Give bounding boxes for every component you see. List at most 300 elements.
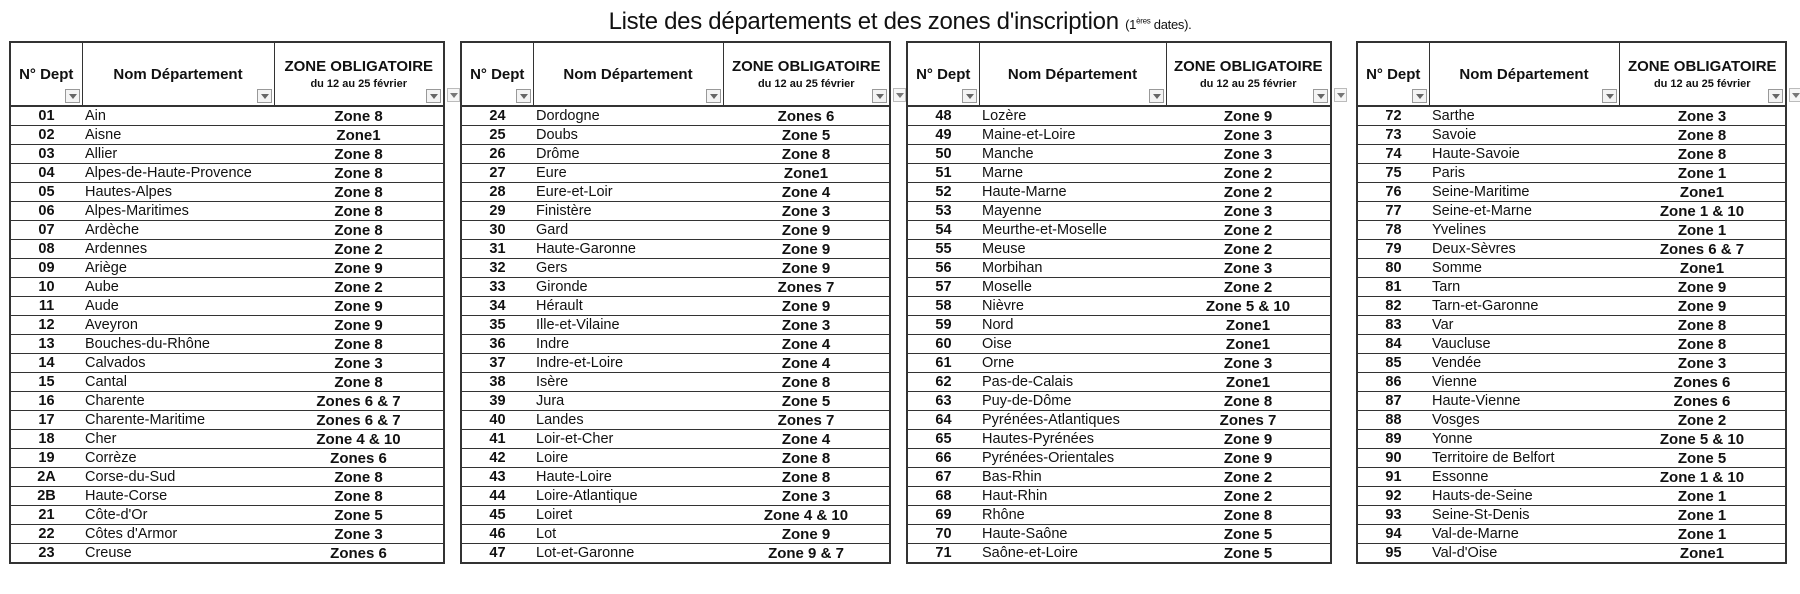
table-row [461, 164, 890, 183]
dept-name: Loire-Atlantique [533, 487, 723, 506]
filter-dropdown-icon[interactable] [1412, 89, 1427, 103]
dept-number: 45 [461, 506, 533, 525]
dept-zone: Zone 9 [274, 259, 444, 278]
header-dept-name [533, 42, 723, 106]
dept-number: 84 [1357, 335, 1429, 354]
dept-number: 43 [461, 468, 533, 487]
table-row [1357, 259, 1786, 278]
dept-name: Val-d'Oise [1429, 544, 1619, 564]
dept-number: 05 [10, 183, 82, 202]
dept-number: 87 [1357, 392, 1429, 411]
dept-number: 17 [10, 411, 82, 430]
dept-number: 56 [907, 259, 979, 278]
dept-number: 82 [1357, 297, 1429, 316]
dept-zone: Zone 3 [1166, 354, 1331, 373]
dept-number: 33 [461, 278, 533, 297]
dept-name: Pyrénées-Atlantiques [979, 411, 1166, 430]
dept-name: Creuse [82, 544, 274, 564]
page-title [0, 8, 1800, 36]
header-dept-number [10, 42, 82, 106]
dept-zone: Zone 8 [274, 164, 444, 183]
header-dept-number [1357, 42, 1429, 106]
dept-zone: Zone 3 [274, 525, 444, 544]
dept-zone: Zone 8 [274, 183, 444, 202]
table-row [461, 544, 890, 564]
filter-dropdown-icon[interactable] [65, 89, 80, 103]
dept-zone: Zone 1 [1619, 221, 1786, 240]
dept-zone: Zone 4 [723, 183, 890, 202]
dept-name: Calvados [82, 354, 274, 373]
table-row [461, 487, 890, 506]
header-row [907, 42, 1331, 106]
dept-number: 66 [907, 449, 979, 468]
dept-name: Haut-Rhin [979, 487, 1166, 506]
dept-zone: Zone 1 [1619, 506, 1786, 525]
table-row [1357, 354, 1786, 373]
dept-zone: Zone 9 [274, 297, 444, 316]
dept-name: Rhône [979, 506, 1166, 525]
dept-number: 62 [907, 373, 979, 392]
title-text: Liste des départements et des zones d'inscription [608, 8, 1119, 35]
filter-dropdown-icon[interactable] [257, 89, 272, 103]
dept-number: 49 [907, 126, 979, 145]
header-label: Nom Département [563, 65, 693, 83]
table-row [907, 487, 1331, 506]
dept-number: 48 [907, 106, 979, 126]
dept-number: 79 [1357, 240, 1429, 259]
dept-name: Ariège [82, 259, 274, 278]
dept-zone: Zone 1 & 10 [1619, 202, 1786, 221]
dept-number: 54 [907, 221, 979, 240]
table-row [10, 525, 444, 544]
dept-zone: Zone 2 [274, 278, 444, 297]
dept-number: 50 [907, 145, 979, 164]
table-row [10, 240, 444, 259]
dept-name: Loir-et-Cher [533, 430, 723, 449]
table-row [461, 297, 890, 316]
dept-number: 24 [461, 106, 533, 126]
header-zone [1166, 42, 1331, 106]
table-row [1357, 411, 1786, 430]
dept-zone: Zone 9 [1619, 278, 1786, 297]
dept-zone: Zone 3 [723, 316, 890, 335]
dept-zone: Zone 8 [1166, 506, 1331, 525]
dept-number: 85 [1357, 354, 1429, 373]
table-row [10, 373, 444, 392]
dept-number: 2A [10, 468, 82, 487]
dept-name: Jura [533, 392, 723, 411]
dept-number: 39 [461, 392, 533, 411]
filter-dropdown-icon[interactable] [1602, 89, 1617, 103]
dept-number: 13 [10, 335, 82, 354]
dept-name: Orne [979, 354, 1166, 373]
dept-number: 07 [10, 221, 82, 240]
header-dept-name [82, 42, 274, 106]
dept-zone: Zone1 [1166, 373, 1331, 392]
dept-name: Pas-de-Calais [979, 373, 1166, 392]
dept-number: 55 [907, 240, 979, 259]
header-label: ZONE OBLIGATOIRE [284, 58, 434, 75]
dept-number: 92 [1357, 487, 1429, 506]
dept-zone: Zones 6 & 7 [1619, 240, 1786, 259]
table-row [907, 354, 1331, 373]
header-label: N° Dept [470, 65, 525, 83]
table-row [1357, 449, 1786, 468]
dept-name: Tarn-et-Garonne [1429, 297, 1619, 316]
table-row [461, 202, 890, 221]
header-sublabel: du 12 au 25 février [1653, 78, 1751, 90]
dept-number: 08 [10, 240, 82, 259]
dept-zone: Zone1 [1166, 335, 1331, 354]
dept-name: Ardèche [82, 221, 274, 240]
table-row [1357, 392, 1786, 411]
dept-zone: Zone 8 [274, 221, 444, 240]
dept-number: 18 [10, 430, 82, 449]
dept-zone: Zone 8 [274, 145, 444, 164]
dept-number: 34 [461, 297, 533, 316]
dept-name: Vienne [1429, 373, 1619, 392]
table-row [907, 259, 1331, 278]
dept-zone: Zone 8 [723, 449, 890, 468]
dept-zone: Zone 2 [1166, 278, 1331, 297]
dept-number: 12 [10, 316, 82, 335]
dept-zone: Zone 1 [1619, 525, 1786, 544]
dept-number: 94 [1357, 525, 1429, 544]
dept-name: Alpes-de-Haute-Provence [82, 164, 274, 183]
dept-number: 86 [1357, 373, 1429, 392]
dept-name: Savoie [1429, 126, 1619, 145]
dept-number: 36 [461, 335, 533, 354]
table-row [10, 316, 444, 335]
header-label: N° Dept [916, 65, 971, 83]
dept-name: Aube [82, 278, 274, 297]
dept-name: Charente-Maritime [82, 411, 274, 430]
dept-number: 83 [1357, 316, 1429, 335]
dept-name: Lot [533, 525, 723, 544]
dept-name: Indre [533, 335, 723, 354]
filter-dropdown-icon[interactable] [962, 89, 977, 103]
table-row [461, 106, 890, 126]
dept-zone: Zone 4 & 10 [723, 506, 890, 525]
dept-zone: Zone 8 [1619, 316, 1786, 335]
table-row [461, 525, 890, 544]
dept-zone: Zones 6 [1619, 373, 1786, 392]
table-row [1357, 126, 1786, 145]
dept-number: 73 [1357, 126, 1429, 145]
dept-zone: Zone 3 [1619, 354, 1786, 373]
dept-name: Hérault [533, 297, 723, 316]
dept-zone: Zones 6 [274, 544, 444, 564]
dept-name: Aveyron [82, 316, 274, 335]
table-row [10, 335, 444, 354]
dept-number: 64 [907, 411, 979, 430]
dept-number: 58 [907, 297, 979, 316]
table-row [10, 202, 444, 221]
dept-zone: Zone 1 [1619, 487, 1786, 506]
table-row [907, 316, 1331, 335]
table-row [10, 487, 444, 506]
dept-number: 19 [10, 449, 82, 468]
dept-name: Ain [82, 106, 274, 126]
header-dept-number [907, 42, 979, 106]
dept-name: Val-de-Marne [1429, 525, 1619, 544]
dept-number: 21 [10, 506, 82, 525]
table-row [907, 392, 1331, 411]
dept-zone: Zone 3 [1166, 145, 1331, 164]
dept-name: Côte-d'Or [82, 506, 274, 525]
dept-name: Moselle [979, 278, 1166, 297]
dept-number: 16 [10, 392, 82, 411]
dept-name: Landes [533, 411, 723, 430]
filter-dropdown-icon[interactable] [447, 88, 460, 102]
header-row [461, 42, 890, 106]
dept-zone: Zone 2 [274, 240, 444, 259]
table-row [907, 126, 1331, 145]
dept-zone: Zones 7 [723, 278, 890, 297]
dept-zone: Zones 7 [1166, 411, 1331, 430]
department-table-1 [9, 41, 445, 564]
dept-number: 67 [907, 468, 979, 487]
dept-number: 41 [461, 430, 533, 449]
dept-name: Lozère [979, 106, 1166, 126]
table-row [461, 221, 890, 240]
table-row [10, 259, 444, 278]
dept-name: Haute-Vienne [1429, 392, 1619, 411]
department-table-2 [460, 41, 891, 564]
filter-dropdown-icon[interactable] [1334, 88, 1347, 102]
dept-number: 32 [461, 259, 533, 278]
dept-zone: Zone 2 [1166, 240, 1331, 259]
dept-name: Cher [82, 430, 274, 449]
dept-zone: Zone 8 [274, 373, 444, 392]
dept-number: 27 [461, 164, 533, 183]
title-note [1125, 17, 1191, 32]
table-row [907, 145, 1331, 164]
dept-number: 44 [461, 487, 533, 506]
table-row [461, 240, 890, 259]
table-row [10, 411, 444, 430]
dept-zone: Zone 9 [723, 259, 890, 278]
dept-zone: Zone 5 [1166, 544, 1331, 564]
header-label: N° Dept [19, 65, 74, 83]
dept-zone: Zone1 [723, 164, 890, 183]
dept-number: 88 [1357, 411, 1429, 430]
dept-name: Nièvre [979, 297, 1166, 316]
table-row [1357, 278, 1786, 297]
dept-name: Territoire de Belfort [1429, 449, 1619, 468]
table-row [461, 373, 890, 392]
dept-zone: Zone 8 [274, 487, 444, 506]
department-table-3 [906, 41, 1332, 564]
dept-number: 51 [907, 164, 979, 183]
dept-number: 72 [1357, 106, 1429, 126]
dept-zone: Zone 8 [1619, 335, 1786, 354]
dept-zone: Zone 8 [274, 106, 444, 126]
dept-number: 71 [907, 544, 979, 564]
dept-name: Gironde [533, 278, 723, 297]
dept-name: Loiret [533, 506, 723, 525]
table-row [907, 525, 1331, 544]
dept-number: 2B [10, 487, 82, 506]
dept-number: 46 [461, 525, 533, 544]
dept-zone: Zone 2 [1166, 468, 1331, 487]
table-row [10, 468, 444, 487]
dept-number: 93 [1357, 506, 1429, 525]
table-row [461, 145, 890, 164]
dept-name: Bas-Rhin [979, 468, 1166, 487]
table-row [1357, 316, 1786, 335]
dept-zone: Zone 9 [274, 316, 444, 335]
dept-name: Allier [82, 145, 274, 164]
header-sublabel: du 12 au 25 février [757, 78, 855, 90]
dept-zone: Zone 5 [1619, 449, 1786, 468]
dept-name: Ardennes [82, 240, 274, 259]
table-row [10, 354, 444, 373]
dept-zone: Zone 3 [723, 487, 890, 506]
note-open: (1 [1125, 17, 1137, 32]
dept-name: Loire [533, 449, 723, 468]
dept-number: 26 [461, 145, 533, 164]
dept-zone: Zone 2 [1166, 221, 1331, 240]
dept-zone: Zone 9 [723, 221, 890, 240]
filter-dropdown-icon[interactable] [1149, 89, 1164, 103]
dept-zone: Zone 5 & 10 [1619, 430, 1786, 449]
dept-zone: Zone 3 [1619, 106, 1786, 126]
filter-dropdown-icon[interactable] [426, 89, 441, 103]
dept-zone: Zone 8 [1619, 145, 1786, 164]
filter-dropdown-icon[interactable] [1313, 89, 1328, 103]
dept-number: 02 [10, 126, 82, 145]
table-row [907, 411, 1331, 430]
dept-zone: Zone 2 [1166, 164, 1331, 183]
dept-name: Isère [533, 373, 723, 392]
dept-name: Haute-Loire [533, 468, 723, 487]
dept-zone: Zone 5 [1166, 525, 1331, 544]
table-row [1357, 202, 1786, 221]
table-row [1357, 183, 1786, 202]
dept-name: Deux-Sèvres [1429, 240, 1619, 259]
dept-name: Ille-et-Vilaine [533, 316, 723, 335]
dept-number: 28 [461, 183, 533, 202]
table-row [10, 164, 444, 183]
table-row [10, 430, 444, 449]
dept-number: 60 [907, 335, 979, 354]
header-zone [1619, 42, 1786, 106]
header-zone [274, 42, 444, 106]
dept-number: 90 [1357, 449, 1429, 468]
table-row [1357, 240, 1786, 259]
filter-dropdown-icon[interactable] [516, 89, 531, 103]
dept-zone: Zone 3 [723, 202, 890, 221]
dept-name: Essonne [1429, 468, 1619, 487]
dept-zone: Zone 9 [1166, 430, 1331, 449]
dept-name: Drôme [533, 145, 723, 164]
header-label: Nom Département [113, 65, 243, 83]
dept-name: Haute-Corse [82, 487, 274, 506]
filter-dropdown-icon[interactable] [1768, 89, 1783, 103]
table-row [907, 430, 1331, 449]
dept-number: 35 [461, 316, 533, 335]
dept-number: 63 [907, 392, 979, 411]
dept-number: 74 [1357, 145, 1429, 164]
dept-name: Hautes-Alpes [82, 183, 274, 202]
dept-zone: Zones 6 [274, 449, 444, 468]
dept-number: 68 [907, 487, 979, 506]
filter-dropdown-icon[interactable] [706, 89, 721, 103]
table-row [10, 449, 444, 468]
table-row [461, 354, 890, 373]
dept-name: Morbihan [979, 259, 1166, 278]
table-row [10, 126, 444, 145]
header-label: ZONE OBLIGATOIRE [731, 58, 881, 75]
dept-zone: Zone 9 [723, 240, 890, 259]
table-row [907, 544, 1331, 564]
dept-zone: Zone 4 [723, 430, 890, 449]
header-sublabel: du 12 au 25 février [1199, 78, 1297, 90]
table-row [10, 392, 444, 411]
dept-number: 57 [907, 278, 979, 297]
dept-zone: Zone 3 [1166, 202, 1331, 221]
table-row [1357, 221, 1786, 240]
dept-zone: Zones 6 [1619, 392, 1786, 411]
dept-zone: Zone1 [1619, 544, 1786, 564]
dept-name: Yonne [1429, 430, 1619, 449]
filter-dropdown-icon[interactable] [893, 88, 906, 102]
dept-number: 04 [10, 164, 82, 183]
table-row [1357, 506, 1786, 525]
dept-number: 40 [461, 411, 533, 430]
table-row [1357, 164, 1786, 183]
header-label: Nom Département [1459, 65, 1589, 83]
table-row [907, 335, 1331, 354]
table-row [10, 506, 444, 525]
table-row [461, 430, 890, 449]
dept-zone: Zone 8 [274, 468, 444, 487]
filter-dropdown-icon[interactable] [872, 89, 887, 103]
dept-zone: Zone 8 [1166, 392, 1331, 411]
dept-number: 23 [10, 544, 82, 564]
dept-zone: Zones 6 & 7 [274, 411, 444, 430]
header-row [10, 42, 444, 106]
dept-name: Puy-de-Dôme [979, 392, 1166, 411]
dept-name: Seine-Maritime [1429, 183, 1619, 202]
table-row [1357, 106, 1786, 126]
table-row [1357, 544, 1786, 564]
dept-zone: Zone 2 [1166, 487, 1331, 506]
dept-name: Mayenne [979, 202, 1166, 221]
dept-name: Lot-et-Garonne [533, 544, 723, 564]
filter-dropdown-icon[interactable] [1789, 88, 1800, 102]
dept-zone: Zone 8 [723, 373, 890, 392]
dept-zone: Zone 9 & 7 [723, 544, 890, 564]
dept-number: 95 [1357, 544, 1429, 564]
dept-name: Hautes-Pyrénées [979, 430, 1166, 449]
dept-number: 47 [461, 544, 533, 564]
dept-name: Pyrénées-Orientales [979, 449, 1166, 468]
dept-number: 89 [1357, 430, 1429, 449]
department-table-4 [1356, 41, 1787, 564]
dept-zone: Zone 5 & 10 [1166, 297, 1331, 316]
dept-name: Somme [1429, 259, 1619, 278]
dept-number: 80 [1357, 259, 1429, 278]
table-row [907, 468, 1331, 487]
dept-number: 15 [10, 373, 82, 392]
table-row [907, 449, 1331, 468]
table-row [461, 126, 890, 145]
note-close: dates). [1150, 17, 1192, 32]
dept-name: Seine-et-Marne [1429, 202, 1619, 221]
dept-name: Hauts-de-Seine [1429, 487, 1619, 506]
